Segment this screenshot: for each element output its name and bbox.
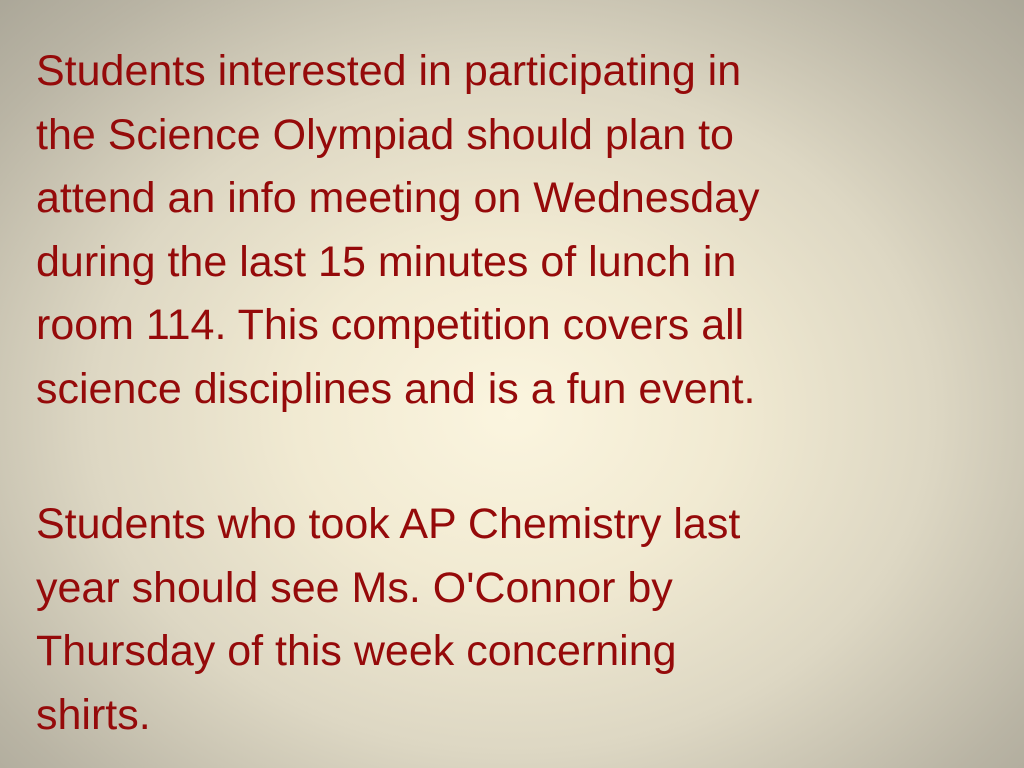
text-line: shirts.: [36, 690, 151, 739]
text-line: Students interested in participating in: [36, 47, 742, 95]
text-line: attend an info meeting on Wednesday: [36, 174, 760, 222]
text-line: year should see Ms. O'Connor by: [36, 563, 673, 612]
text-line: Thursday of this week concerning: [36, 627, 677, 675]
text-line: the Science Olympiad should plan to: [36, 110, 734, 159]
ap-chemistry-announcement: [36, 493, 996, 747]
text-line: during the last 15 minutes of lunch in: [36, 237, 737, 286]
science-olympiad-announcement: [36, 40, 996, 421]
text-line: science disciplines and is a fun event.: [36, 364, 756, 413]
text-line: room 114. This competition covers all: [36, 301, 745, 349]
text-line: Students who took AP Chemistry last: [36, 500, 741, 548]
